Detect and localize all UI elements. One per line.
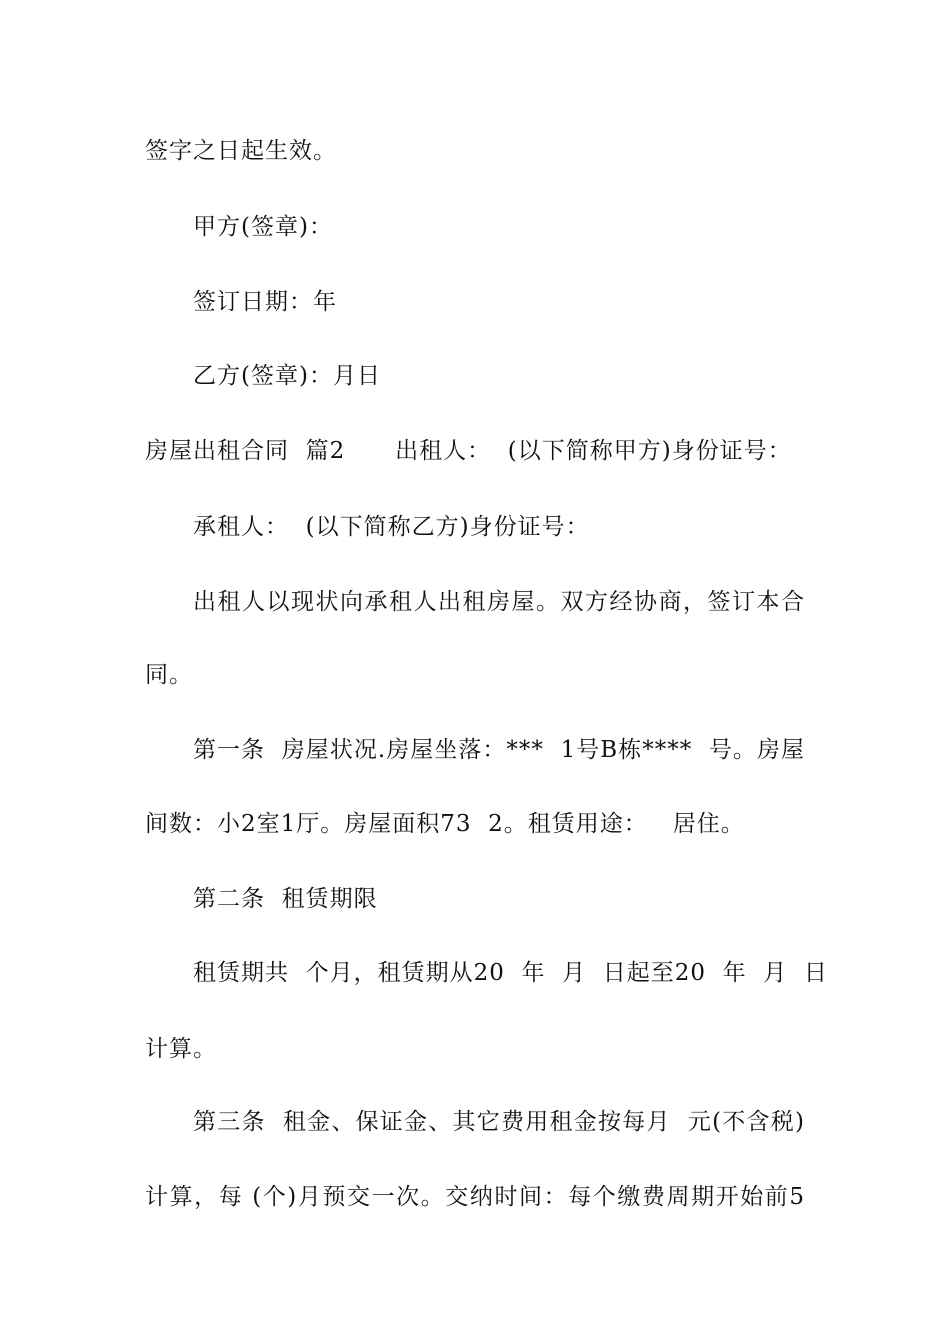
text-line: 第三条 租金、保证金、其它费用租金按每月 元(不含税)	[193, 1109, 805, 1135]
text-line: 计算。	[145, 1036, 217, 1062]
text-line: 乙方(签章)：月日	[193, 363, 381, 389]
text-line: 间数：小2室1厅。房屋面积73 2。租赁用途： 居住。	[145, 811, 745, 837]
text-line: 出租人以现状向承租人出租房屋。双方经协商，签订本合	[193, 589, 805, 615]
text-line: 第二条 租赁期限	[193, 886, 378, 912]
text-line: 租赁期共 个月，租赁期从20 年 月 日起至20 年 月 日	[193, 960, 828, 986]
text-line: 计算，每 (个)月预交一次。交纳时间：每个缴费周期开始前5	[145, 1184, 805, 1210]
text-line: 甲方(签章)：	[193, 214, 333, 240]
text-line: 签订日期：年	[193, 289, 337, 315]
text-line: 房屋出租合同 篇2 出租人： (以下简称甲方)身份证号：	[145, 438, 792, 464]
text-line: 承租人： (以下简称乙方)身份证号：	[193, 514, 590, 540]
text-line: 签字之日起生效。	[145, 138, 337, 164]
text-line: 同。	[145, 662, 193, 688]
text-line: 第一条 房屋状况.房屋坐落：*** 1号B栋**** 号。房屋	[193, 737, 805, 763]
